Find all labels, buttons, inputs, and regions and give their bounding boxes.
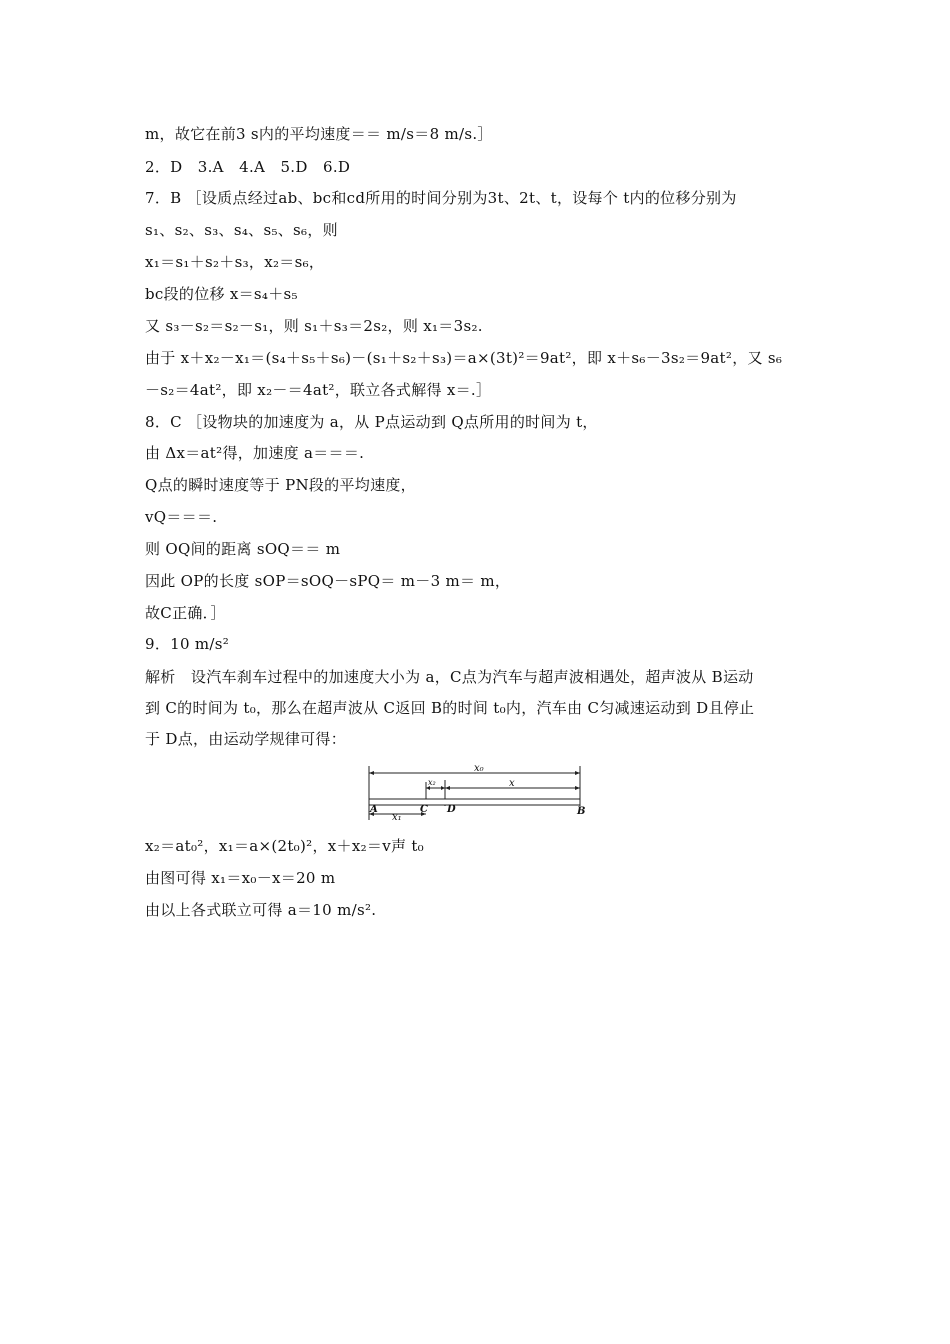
text-line-16: 故C正确．］ — [145, 604, 226, 622]
text-line-7: 又 s₃－s₂＝s₂－s₁，则 s₁＋s₃＝2s₂，则 x₁＝3s₂. — [145, 317, 483, 335]
label-C: C — [420, 804, 428, 815]
text-line-14: 则 OQ间的距离 sOQ＝＝ m — [145, 540, 341, 558]
label-D: D — [447, 804, 456, 815]
text-line-5: x₁＝s₁＋s₂＋s₃，x₂＝s₆， — [145, 253, 325, 271]
text-line-11: 由 Δx＝at²得，加速度 a＝＝＝. — [145, 444, 365, 462]
text-line-12: Q点的瞬时速度等于 PN段的平均速度， — [145, 476, 416, 494]
text-line-19: 到 C的时间为 t₀，那么在超声波从 C返回 B的时间 t₀内，汽车由 C匀减速运动到 D且停止 — [145, 699, 755, 717]
text-line-3: 7．B ［设质点经过ab、bc和cd所用的时间分别为3t、2t、t，设每个 t内的位移分别为 — [145, 189, 737, 207]
text-line-4: s₁、s₂、s₃、s₄、s₅、s₆，则 — [145, 221, 338, 239]
label-x: x — [509, 778, 515, 789]
text-line-21: x₂＝at₀²，x₁＝a×(2t₀)²，x＋x₂＝v声 t₀ — [145, 837, 424, 855]
text-line-2: 2．D 3.A 4.A 5.D 6.D — [145, 158, 351, 176]
text-line-23: 由以上各式联立可得 a＝10 m/s². — [145, 901, 377, 919]
motion-diagram — [364, 762, 590, 824]
text-line-13: vQ＝＝＝. — [145, 508, 218, 526]
text-line-1: m，故它在前3 s内的平均速度＝＝ m/s＝8 m/s.］ — [145, 125, 493, 143]
text-line-10: 8．C ［设物块的加速度为 a，从 P点运动到 Q点所用的时间为 t， — [145, 413, 598, 431]
text-line-22: 由图可得 x₁＝x₀－x＝20 m — [145, 869, 336, 887]
text-line-8: 由于 x＋x₂－x₁＝(s₄＋s₅＋s₆)－(s₁＋s₂＋s₃)＝a×(3t)²＝9at²，即 x＋s₆－3s₂＝9at²，又 s₆ — [145, 349, 783, 367]
label-A: A — [370, 804, 378, 815]
label-x0: x₀ — [474, 763, 484, 774]
text-line-15: 因此 OP的长度 sOP＝sOQ－sPQ＝ m－3 m＝ m， — [145, 572, 511, 590]
label-x2: x₂ — [428, 778, 436, 787]
text-line-9: －s₂＝4at²，即 x₂－＝4at²，联立各式解得 x＝.］ — [145, 381, 492, 399]
label-x1: x₁ — [392, 812, 402, 823]
text-line-18: 解析 设汽车刹车过程中的加速度大小为 a，C点为汽车与超声波相遇处，超声波从 B运动 — [145, 668, 754, 686]
text-line-17: 9．10 m/s² — [145, 635, 230, 653]
text-line-20: 于 D点，由运动学规律可得： — [145, 730, 346, 748]
label-B: B — [577, 806, 586, 817]
text-line-6: bc段的位移 x＝s₄＋s₅ — [145, 285, 298, 303]
